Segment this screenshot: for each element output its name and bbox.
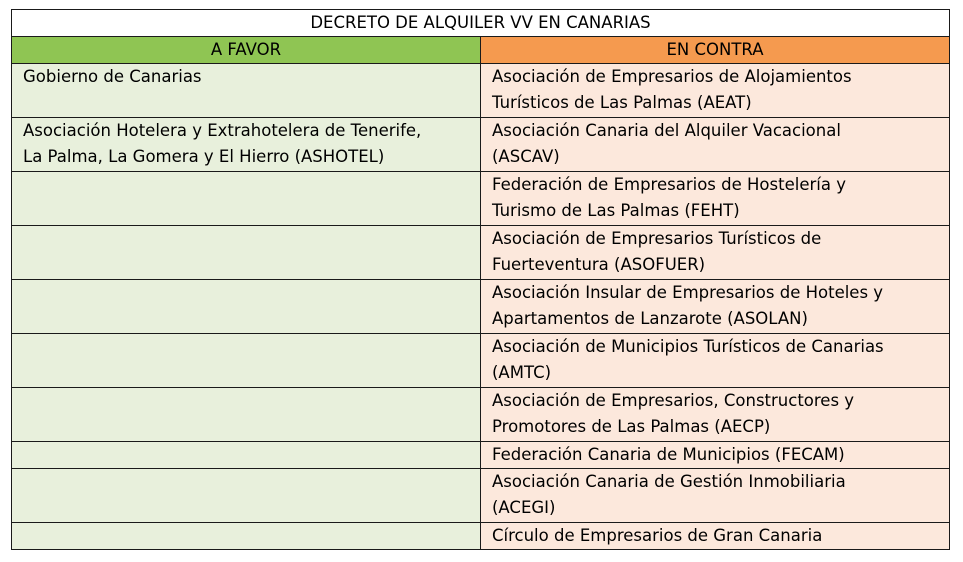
contra-cell-line: Círculo de Empresarios de Gran Canaria — [492, 526, 823, 545]
contra-cell-line: Federación Canaria de Municipios (FECAM) — [492, 445, 845, 464]
table-row — [12, 172, 950, 226]
contra-cell-line: (ACEGI) — [492, 498, 556, 517]
favor-cell — [12, 226, 481, 280]
favor-cell-line: Gobierno de Canarias — [23, 67, 202, 86]
contra-cell-line: Turísticos de Las Palmas (AEAT) — [492, 93, 752, 112]
favor-cell-line: Asociación Hotelera y Extrahotelera de Tenerife, — [23, 121, 422, 140]
header-favor: A FAVOR — [12, 37, 481, 64]
favor-cell — [12, 523, 481, 550]
contra-cell — [481, 388, 950, 442]
contra-cell-line: Apartamentos de Lanzarote (ASOLAN) — [492, 309, 808, 328]
favor-cell — [12, 469, 481, 523]
table-row — [12, 442, 950, 469]
favor-cell — [12, 64, 481, 118]
favor-cell — [12, 280, 481, 334]
contra-cell — [481, 118, 950, 172]
contra-cell-line: Asociación de Empresarios de Alojamientos — [492, 67, 852, 86]
contra-cell-line: Turismo de Las Palmas (FEHT) — [492, 201, 740, 220]
favor-cell — [12, 118, 481, 172]
contra-cell-line: (ASCAV) — [492, 147, 560, 166]
contra-cell — [481, 442, 950, 469]
table-row — [12, 469, 950, 523]
table-row — [12, 388, 950, 442]
table-row — [12, 334, 950, 388]
contra-cell — [481, 334, 950, 388]
contra-cell-line: Asociación de Empresarios, Constructores y — [492, 391, 855, 410]
contra-cell-line: Asociación Canaria de Gestión Inmobiliaria — [492, 472, 846, 491]
favor-cell-line: La Palma, La Gomera y El Hierro (ASHOTEL) — [23, 147, 385, 166]
contra-cell — [481, 172, 950, 226]
contra-cell-line: Promotores de Las Palmas (AECP) — [492, 417, 771, 436]
table-title: DECRETO DE ALQUILER VV EN CANARIAS — [12, 10, 950, 37]
table-row — [12, 118, 950, 172]
contra-cell — [481, 523, 950, 550]
header-row — [12, 37, 950, 64]
header-contra: EN CONTRA — [481, 37, 950, 64]
contra-cell-line: Asociación Insular de Empresarios de Hoteles y — [492, 283, 884, 302]
contra-cell — [481, 64, 950, 118]
contra-cell-line: Asociación de Municipios Turísticos de Canarias — [492, 337, 884, 356]
contra-cell — [481, 469, 950, 523]
contra-cell — [481, 280, 950, 334]
contra-cell — [481, 226, 950, 280]
contra-cell-line: (AMTC) — [492, 363, 552, 382]
title-row — [12, 10, 950, 37]
table-row — [12, 226, 950, 280]
decree-table — [11, 9, 950, 550]
contra-cell-line: Asociación de Empresarios Turísticos de — [492, 229, 822, 248]
table-row — [12, 280, 950, 334]
contra-cell-line: Fuerteventura (ASOFUER) — [492, 255, 706, 274]
favor-cell — [12, 334, 481, 388]
table-row — [12, 523, 950, 550]
table-row — [12, 64, 950, 118]
favor-cell — [12, 442, 481, 469]
contra-cell-line: Asociación Canaria del Alquiler Vacacional — [492, 121, 841, 140]
favor-cell — [12, 172, 481, 226]
contra-cell-line: Federación de Empresarios de Hostelería y — [492, 175, 846, 194]
favor-cell — [12, 388, 481, 442]
